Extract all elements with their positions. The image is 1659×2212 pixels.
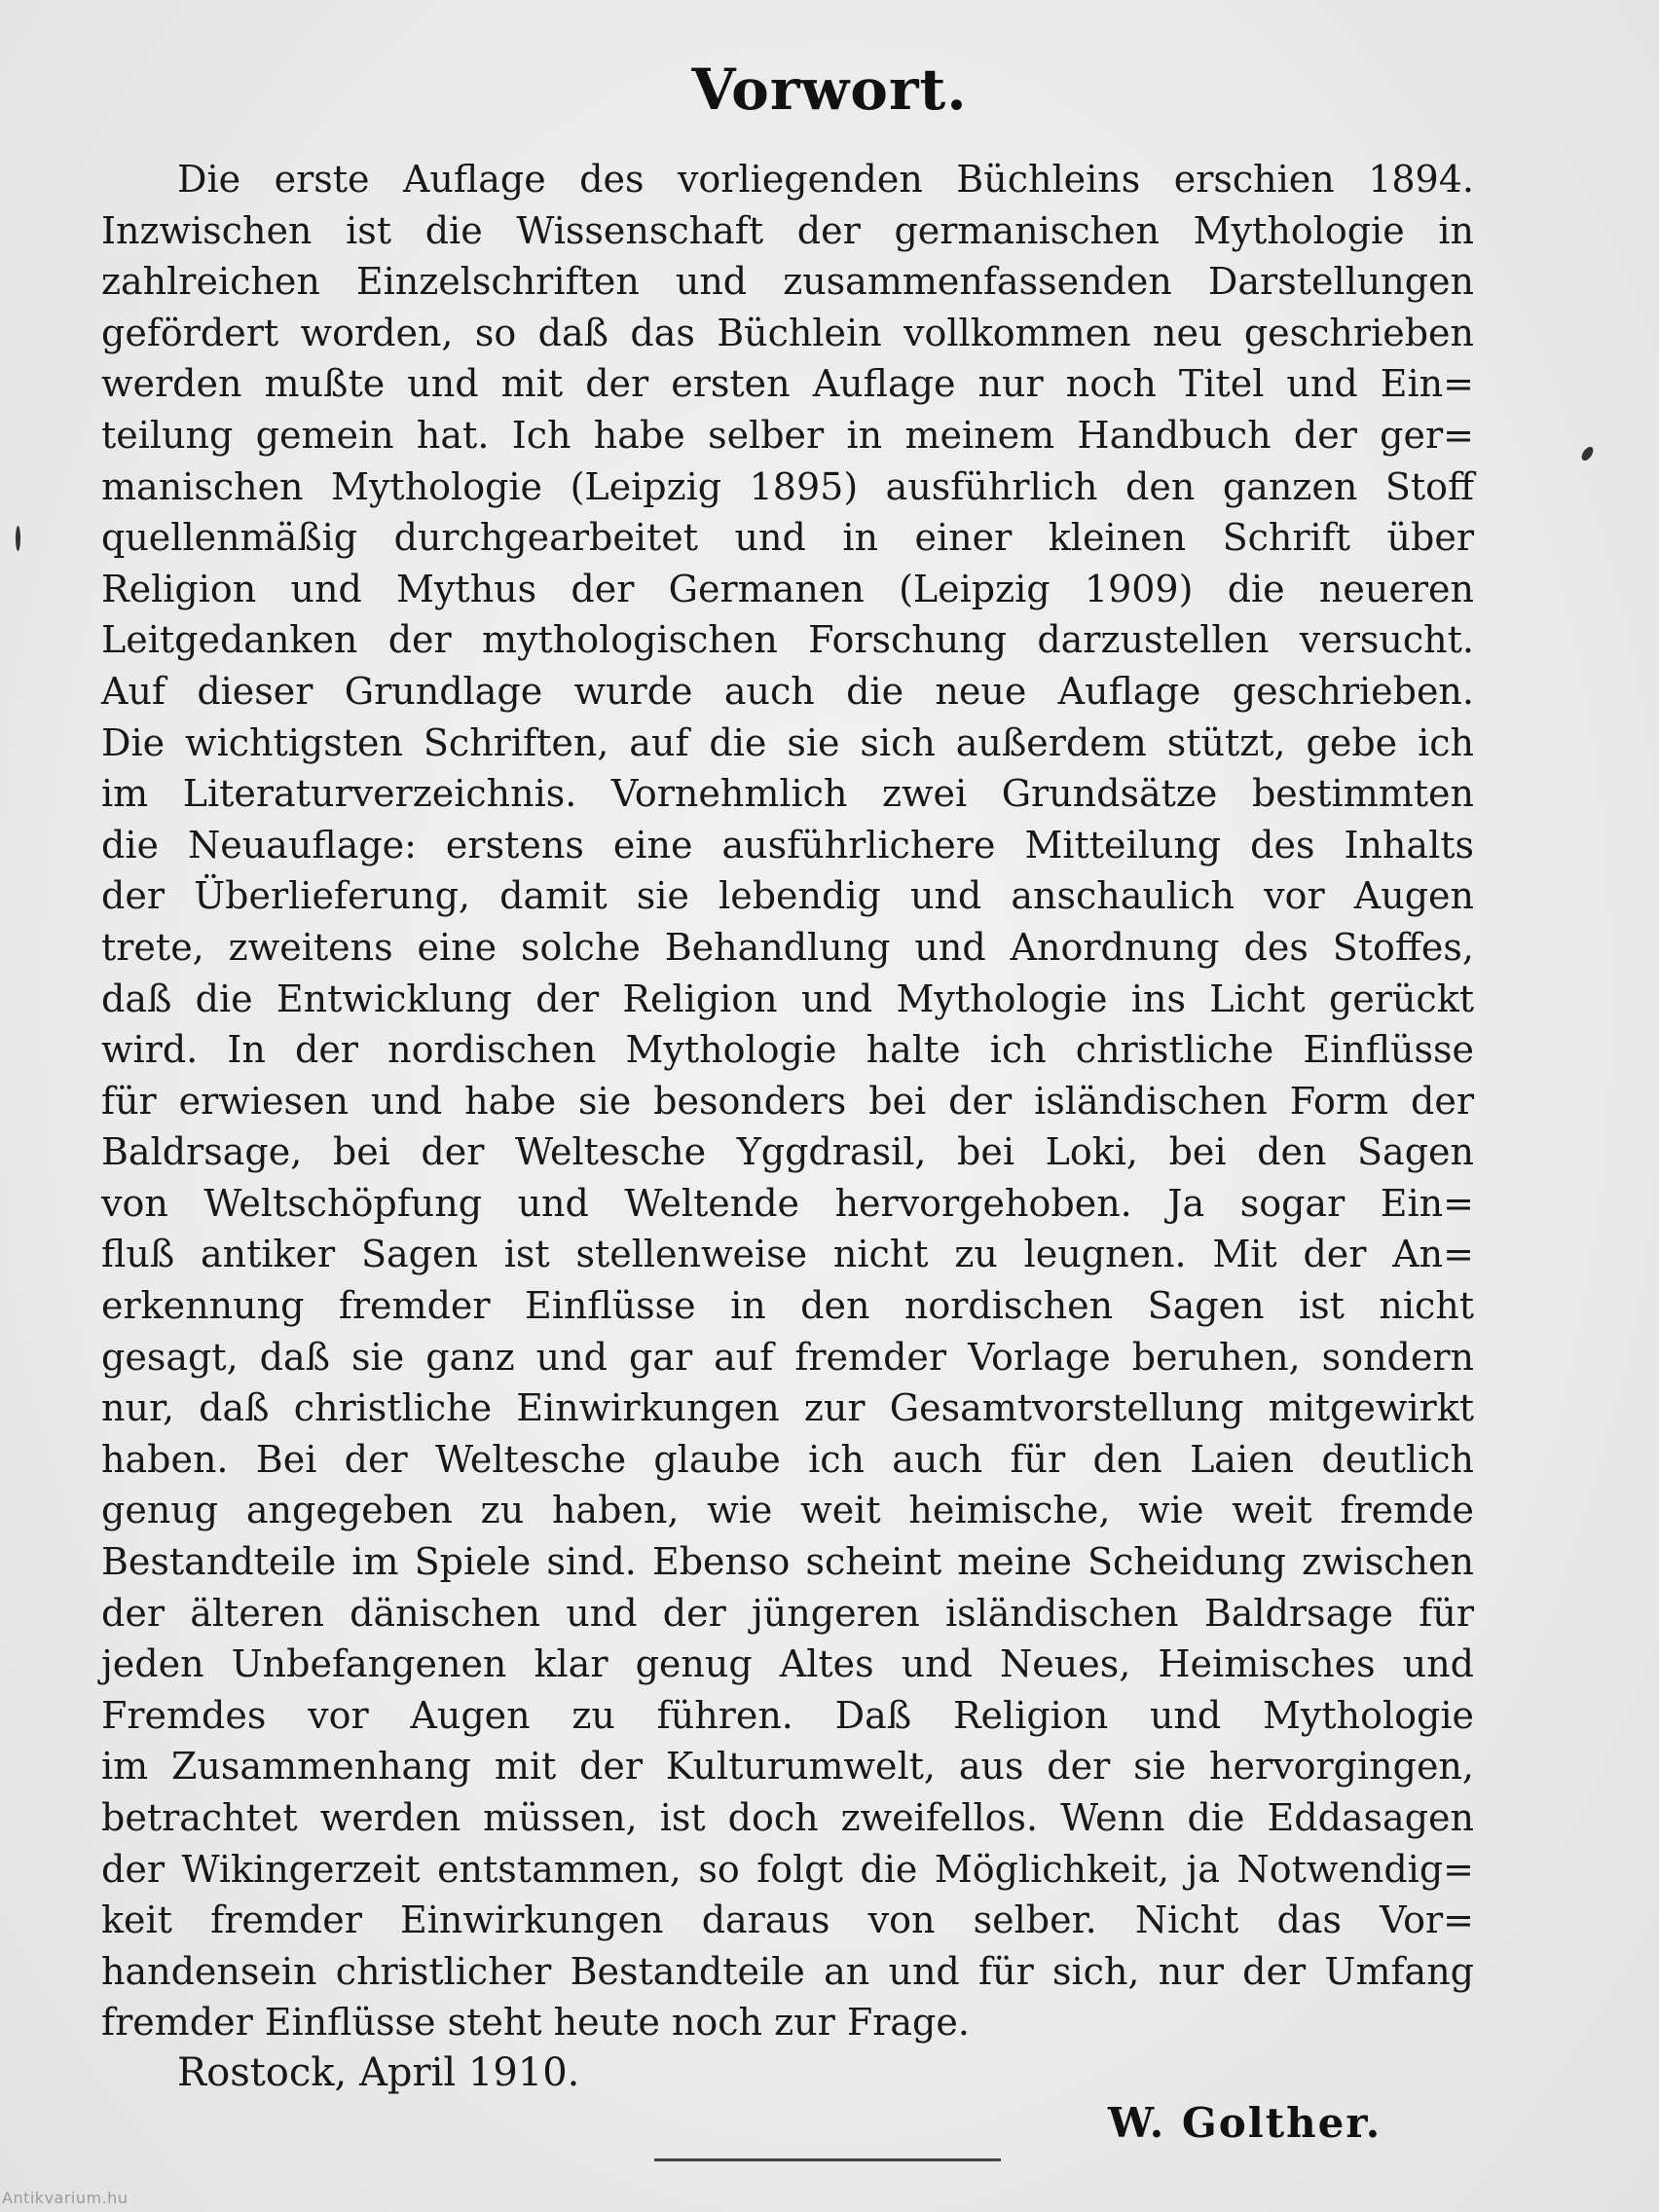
text-line: erkennung fremder Einflüsse in den nordischen Sagen ist nicht <box>101 1284 1474 1328</box>
text-line: haben. Bei der Weltesche glaube ich auch für den Laien deutlich <box>101 1437 1474 1481</box>
text-line: trete, zweitens eine solche Behandlung und Anordnung des Stoffes, <box>101 925 1474 969</box>
text-line: teilung gemein hat. Ich habe selber in meinem Handbuch der ger= <box>101 413 1474 457</box>
print-speck <box>16 526 20 551</box>
text-line: Fremdes vor Augen zu führen. Daß Religion und Mythologie <box>101 1693 1474 1737</box>
text-line: im Literaturverzeichnis. Vornehmlich zwei Grundsätze bestimmten <box>101 772 1474 816</box>
text-line: der Wikingerzeit entstammen, so folgt die Möglichkeit, ja Notwendig= <box>101 1847 1474 1891</box>
text-line: Auf dieser Grundlage wurde auch die neue Auflage geschrieben. <box>101 669 1474 713</box>
preface-body <box>101 154 1474 2048</box>
text-line: gefördert worden, so daß das Büchlein vollkommen neu geschrieben <box>101 311 1474 354</box>
author-signature: W. Golther. <box>1108 2099 1382 2147</box>
text-line: Die erste Auflage des vorliegenden Büchleins erschien 1894. <box>177 158 1474 201</box>
text-line: fluß antiker Sagen ist stellenweise nicht zu leugnen. Mit der An= <box>101 1233 1474 1276</box>
text-line: der älteren dänischen und der jüngeren isländischen Baldrsage für <box>101 1591 1474 1635</box>
text-line: Bestandteile im Spiele sind. Ebenso scheint meine Scheidung zwischen <box>101 1540 1474 1584</box>
text-line: daß die Entwicklung der Religion und Mythologie ins Licht gerückt <box>101 977 1474 1020</box>
text-line: wird. In der nordischen Mythologie halte ich christliche Einflüsse <box>101 1028 1474 1072</box>
text-line: gesagt, daß sie ganz und gar auf fremder Vorlage beruhen, sondern <box>101 1335 1474 1379</box>
text-line: im Zusammenhang mit der Kulturumwelt, aus der sie hervorgingen, <box>101 1745 1474 1788</box>
text-line: Religion und Mythus der Germanen (Leipzig 1909) die neueren <box>101 567 1474 610</box>
place-date: Rostock, April 1910. <box>177 2050 580 2095</box>
text-line: fremder Einflüsse steht heute noch zur Frage. <box>101 2001 970 2045</box>
page-title: Vorwort. <box>691 56 968 123</box>
text-line: von Weltschöpfung und Weltende hervorgehoben. Ja sogar Ein= <box>101 1181 1474 1225</box>
text-line: Inzwischen ist die Wissenschaft der germanischen Mythologie in <box>101 208 1474 252</box>
text-line: manischen Mythologie (Leipzig 1895) ausführlich den ganzen Stoff <box>101 464 1474 508</box>
text-line: keit fremder Einwirkungen daraus von selber. Nicht das Vor= <box>101 1899 1474 1942</box>
text-line: der Überlieferung, damit sie lebendig und anschaulich vor Augen <box>101 874 1474 918</box>
text-line: zahlreichen Einzelschriften und zusammenfassenden Darstellungen <box>101 260 1474 304</box>
text-line: quellenmäßig durchgearbeitet und in einer kleinen Schrift über <box>101 516 1474 560</box>
closing-rule <box>654 2158 1001 2161</box>
text-line: handensein christlicher Bestandteile an und für sich, nur der Umfang <box>101 1949 1474 1993</box>
text-line: Baldrsage, bei der Weltesche Yggdrasil, bei Loki, bei den Sagen <box>101 1130 1474 1174</box>
text-line: genug angegeben zu haben, wie weit heimische, wie weit fremde <box>101 1489 1474 1532</box>
watermark: Antikvarium.hu <box>2 2189 129 2207</box>
text-line: für erwiesen und habe sie besonders bei der isländischen Form der <box>101 1079 1474 1123</box>
text-line: jeden Unbefangenen klar genug Altes und Neues, Heimisches und <box>101 1642 1474 1686</box>
text-line: werden mußte und mit der ersten Auflage nur noch Titel und Ein= <box>101 362 1474 406</box>
text-line: nur, daß christliche Einwirkungen zur Gesamtvorstellung mitgewirkt <box>101 1386 1474 1430</box>
text-line: Leitgedanken der mythologischen Forschung darzustellen versucht. <box>101 618 1474 662</box>
text-line: betrachtet werden müssen, ist doch zweifellos. Wenn die Eddasagen <box>101 1796 1474 1839</box>
text-line: die Neuauflage: erstens eine ausführlichere Mitteilung des Inhalts <box>101 823 1474 866</box>
print-speck <box>1579 445 1596 462</box>
text-line: Die wichtigsten Schriften, auf die sie sich außerdem stützt, gebe ich <box>101 720 1474 764</box>
